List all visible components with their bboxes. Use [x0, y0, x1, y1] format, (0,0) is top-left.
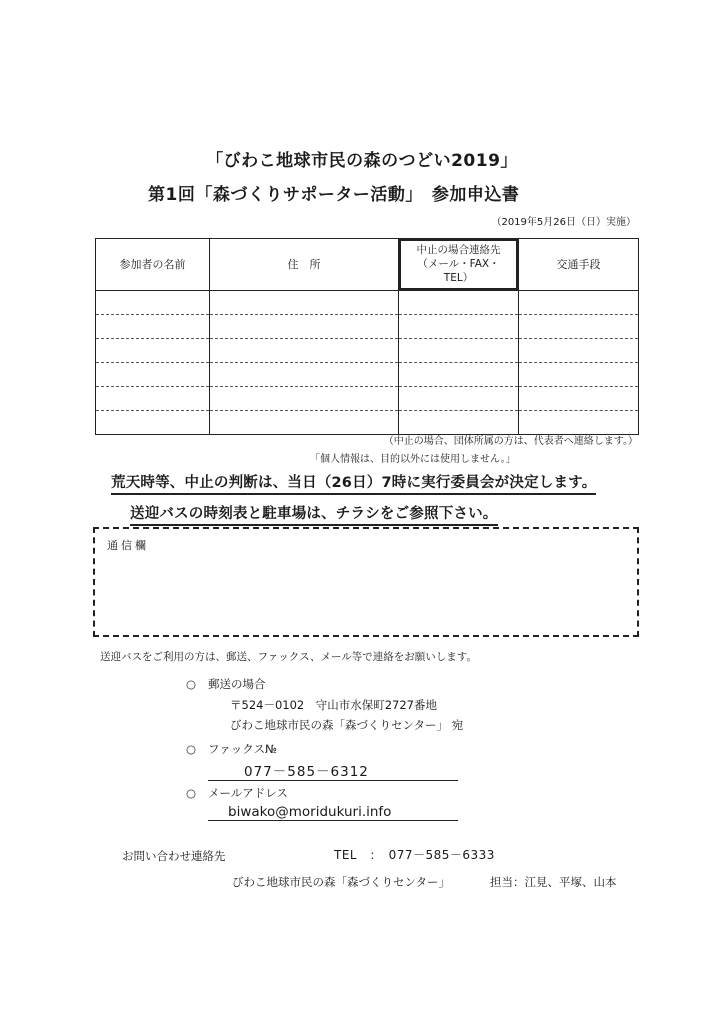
header-transport: 交通手段 — [519, 239, 639, 291]
name-cell[interactable] — [96, 314, 210, 338]
communication-box[interactable] — [93, 527, 639, 637]
header-contact-box — [399, 239, 518, 290]
contact-cell[interactable] — [399, 314, 519, 338]
postal-address: 〒524－0102 守山市水保町2727番地 — [230, 698, 437, 712]
table-row — [96, 410, 639, 434]
bus-info-notice: 送迎バスの時刻表と駐車場は、チラシをご参照下さい。 — [130, 502, 498, 526]
group-note: （中止の場合、団体所属の方は、代表者へ連絡します。） — [383, 436, 638, 447]
mail-recipient: びわこ地球市民の森「森づくりセンター」 宛 — [230, 718, 464, 732]
address-cell[interactable] — [210, 362, 399, 386]
circle-mark: ○ — [186, 677, 197, 691]
name-cell[interactable] — [96, 290, 210, 314]
communication-label: 通信欄 — [107, 539, 149, 552]
table-row — [96, 290, 639, 314]
table-row — [96, 362, 639, 386]
table-row — [96, 314, 639, 338]
address-cell[interactable] — [210, 290, 399, 314]
circle-mark: ○ — [186, 742, 197, 756]
inquiry-center: びわこ地球市民の森「森づくりセンター」 — [232, 875, 451, 889]
header-name: 参加者の名前 — [96, 239, 210, 291]
contact-intro: 送迎バスをご利用の方は、郵送、ファックス、メール等で連絡をお願いします。 — [100, 651, 477, 663]
event-title: 「びわこ地球市民の森のつどい2019」 — [206, 151, 518, 171]
name-cell[interactable] — [96, 386, 210, 410]
table-header-row — [96, 239, 639, 291]
transport-cell[interactable] — [519, 362, 639, 386]
table-row — [96, 338, 639, 362]
name-cell[interactable] — [96, 338, 210, 362]
inquiry-staff: 担当：江見、平塚、山本 — [490, 875, 617, 889]
header-contact-line1: 中止の場合連絡先 — [416, 244, 501, 256]
circle-mark: ○ — [186, 786, 197, 800]
address-cell[interactable] — [210, 314, 399, 338]
event-date: （2019年5月26日（日）実施） — [491, 217, 636, 228]
participant-table — [95, 238, 639, 435]
fax-section — [186, 741, 277, 757]
form-title: 第1回「森づくりサポーター活動」 参加申込書 — [148, 185, 520, 205]
inquiry-label: お問い合わせ連絡先 — [122, 849, 226, 863]
cancel-decision-notice: 荒天時等、中止の判断は、当日（26日）7時に実行委員会が決定します。 — [111, 471, 596, 495]
contact-cell[interactable] — [399, 362, 519, 386]
contact-cell[interactable] — [399, 290, 519, 314]
name-cell[interactable] — [96, 362, 210, 386]
address-cell[interactable] — [210, 386, 399, 410]
mail-section — [186, 676, 266, 692]
header-address: 住 所 — [210, 239, 399, 291]
contact-cell[interactable] — [399, 386, 519, 410]
transport-cell[interactable] — [519, 338, 639, 362]
header-contact-line2: （メール・FAX・TEL） — [417, 258, 500, 285]
email-label: メールアドレス — [208, 786, 288, 800]
name-cell[interactable] — [96, 410, 210, 434]
email-address[interactable]: biwako@moridukuri.info — [208, 804, 458, 821]
fax-label: ファックス№ — [208, 742, 278, 756]
fax-number: 077－585－6312 — [208, 760, 458, 781]
privacy-note: 「個人情報は、目的以外には使用しません。」 — [310, 454, 516, 465]
mail-label: 郵送の場合 — [208, 677, 266, 691]
email-section — [186, 785, 288, 801]
contact-cell[interactable] — [399, 410, 519, 434]
transport-cell[interactable] — [519, 290, 639, 314]
transport-cell[interactable] — [519, 314, 639, 338]
transport-cell[interactable] — [519, 386, 639, 410]
header-contact — [399, 239, 519, 291]
inquiry-tel: TEL ： 077－585－6333 — [334, 848, 495, 862]
transport-cell[interactable] — [519, 410, 639, 434]
address-cell[interactable] — [210, 410, 399, 434]
table-row — [96, 386, 639, 410]
address-cell[interactable] — [210, 338, 399, 362]
contact-cell[interactable] — [399, 338, 519, 362]
